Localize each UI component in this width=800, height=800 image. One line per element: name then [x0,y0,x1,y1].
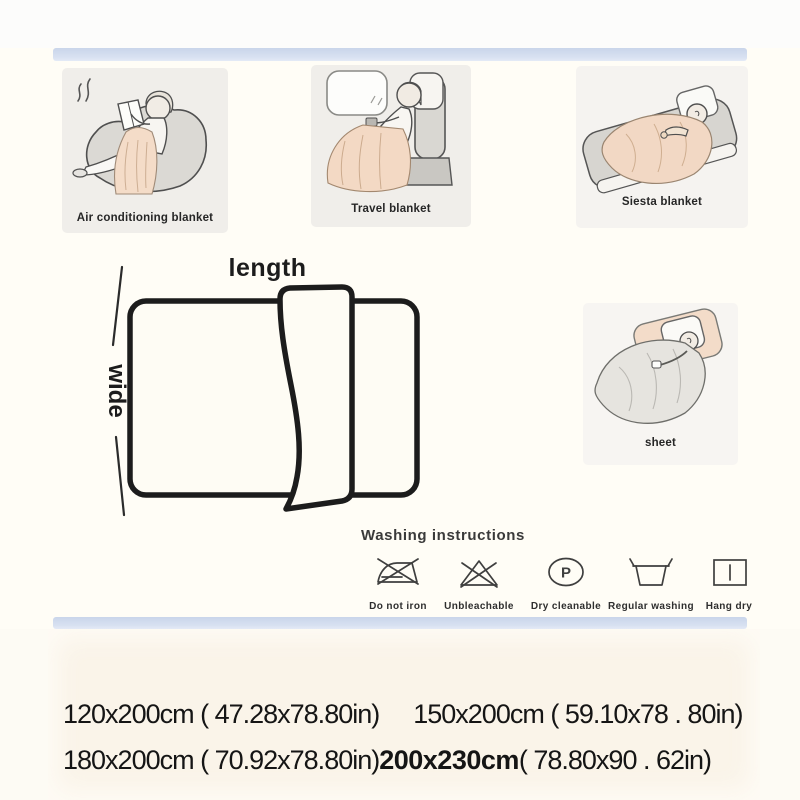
person-shoe [73,169,87,177]
beanbag-reading-illustration [62,68,228,206]
size-entry-highlighted: 200x230cm( 78.80x90 . 62in) [379,745,712,775]
panel-label: Air conditioning blanket [76,212,214,224]
usage-panel-air-conditioning [62,68,228,233]
phone-icon [366,118,377,126]
size-entry: 150x200cm ( 59.10x78 . 80in) [413,699,743,729]
blanket-dimension-diagram [90,255,430,525]
regular-washing-icon [627,554,675,590]
sheet-cover [595,340,705,423]
washing-item-unbleachable [437,554,521,612]
usage-panel-travel [311,65,471,227]
panel-label: sheet [644,437,677,449]
washing-item-label: Unbleachable [444,601,514,612]
washing-item-hang-dry [697,554,761,612]
size-specifications [63,699,773,791]
bottom-divider [53,617,747,629]
panel-label: Travel blanket [351,203,431,215]
size-spec-line-1 [63,699,773,745]
panel-label: Siesta blanket [621,196,703,208]
size-entry: 180x200cm ( 70.92x78.80in) [63,745,380,775]
washing-item-dry-cleanable [521,554,611,612]
person-head [397,83,421,107]
dry-cleanable-icon [544,554,588,590]
hang-dry-icon [708,554,750,590]
washing-item-label: Do not iron [369,601,427,612]
washing-item-regular-washing [603,554,699,612]
washing-item-do-not-iron [352,554,444,612]
airplane-window [327,71,387,115]
blanket-outline [130,301,417,495]
steam-icon [78,79,90,101]
washing-item-label: Dry cleanable [530,601,602,612]
wide-dimension-label: wide [103,364,130,418]
washing-item-label: Regular washing [607,601,694,612]
napping-illustration [576,66,748,200]
dry-clean-letter: P [560,564,572,582]
unbleachable-icon [456,554,502,590]
washing-instructions-title: Washing instructions [361,527,525,544]
airplane-seat-illustration [311,65,471,199]
sheet-illustration [583,303,738,437]
seat-base [406,158,452,185]
size-spec-line-2 [63,745,773,791]
person-hand [661,132,667,138]
top-margin [0,0,800,48]
washing-item-label: Hang dry [705,601,753,612]
length-dimension-label: length [228,254,307,282]
usage-panel-siesta [576,66,748,228]
top-divider [53,48,747,61]
size-entry: 120x200cm ( 47.28x78.80in) [63,699,380,729]
cord-plug [652,361,661,368]
do-not-iron-icon [374,554,422,590]
usage-panel-sheet [583,303,738,465]
blanket-drape [327,125,410,192]
person-head [146,96,170,120]
